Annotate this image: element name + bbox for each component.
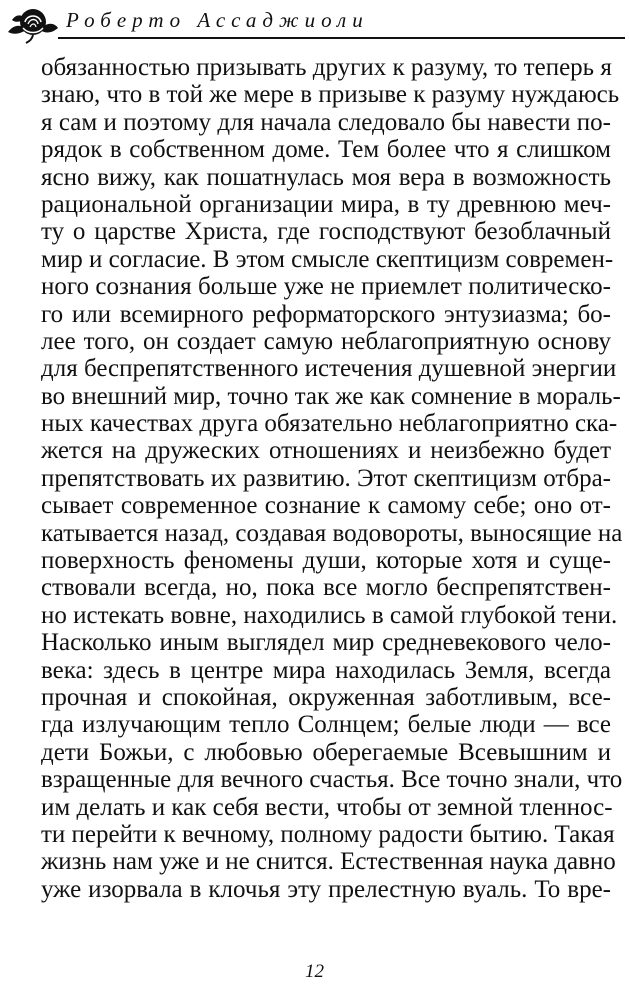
text-line: го или всемирного реформаторского энтузиазма; бо- bbox=[41, 300, 611, 328]
text-line: ных качествах друга обязательно неблагоприятно ска- bbox=[41, 410, 618, 438]
text-line: поверхность феномены души, которые хотя и суще- bbox=[41, 547, 611, 575]
text-line: уже изорвала в клочья эту прелестную вуаль. То вре- bbox=[41, 875, 611, 903]
text-line: жется на дружеских отношениях и неизбежно будет bbox=[41, 437, 611, 465]
text-line: им делать и как себя вести, чтобы от земной тленнос- bbox=[41, 793, 613, 821]
text-line: дети Божьи, с любовью оберегаемые Всевышним и bbox=[41, 738, 611, 766]
text-line: века: здесь в центре мира находилась Земля, всегда bbox=[41, 656, 611, 684]
text-line: мир и согласие. В этом смысле скептицизм современ- bbox=[41, 245, 614, 273]
text-line: лее того, он создает самую неблагоприятную основу bbox=[41, 327, 611, 355]
text-line: взращенные для вечного счастья. Все точно знали, что bbox=[41, 766, 623, 794]
text-line: рациональной организации мира, в ту древнюю меч- bbox=[41, 190, 611, 218]
text-line: ясно вижу, как пошатнулась моя вера в возможность bbox=[41, 163, 611, 191]
text-line: Насколько иным выглядел мир средневекового чело- bbox=[41, 629, 611, 657]
text-line: но истекать вовне, находились в самой глубокой тени. bbox=[41, 601, 618, 629]
text-line: ствовали всегда, но, пока все могло беспрепятствен- bbox=[41, 574, 611, 602]
text-line: гда излучающим тепло Солнцем; белые люди — все bbox=[41, 711, 611, 739]
rose-ornament-icon bbox=[6, 2, 60, 44]
text-line: во внешний мир, точно так же как сомнение в мораль- bbox=[41, 382, 621, 410]
text-line: катывается назад, создавая водовороты, выносящие на bbox=[41, 519, 623, 547]
text-line: ту о царстве Христа, где господствуют безоблачный bbox=[41, 218, 611, 246]
text-line: я сам и поэтому для начала следовало бы навести по- bbox=[41, 108, 611, 136]
text-line: препятствовать их развитию. Этот скептицизм отбра- bbox=[41, 464, 611, 492]
header-rule bbox=[58, 37, 625, 39]
text-line: знаю, что в той же мере в призыве к разуму нуждаюсь bbox=[41, 81, 620, 109]
text-line: прочная и спокойная, окруженная заботливым, все- bbox=[41, 683, 611, 711]
text-line: жизнь нам уже и не снится. Естественная наука давно bbox=[41, 848, 616, 876]
text-line: ти перейти к вечному, полному радости бытию. Такая bbox=[41, 820, 615, 848]
page-number: 12 bbox=[305, 961, 324, 982]
text-line: для беспрепятственного истечения душевной энергии bbox=[41, 355, 617, 383]
body-text bbox=[41, 54, 623, 903]
text-line: сывает современное сознание к самому себе; оно от- bbox=[41, 492, 611, 520]
page-header bbox=[6, 2, 625, 44]
text-line: обязанностью призывать других к разуму, то теперь я bbox=[41, 54, 612, 81]
text-line: рядок в собственном доме. Тем более что я слишком bbox=[41, 136, 611, 164]
running-head: Роберто Ассаджиоли bbox=[66, 8, 369, 32]
text-line: ного сознания больше уже не приемлет политическо- bbox=[41, 273, 611, 301]
